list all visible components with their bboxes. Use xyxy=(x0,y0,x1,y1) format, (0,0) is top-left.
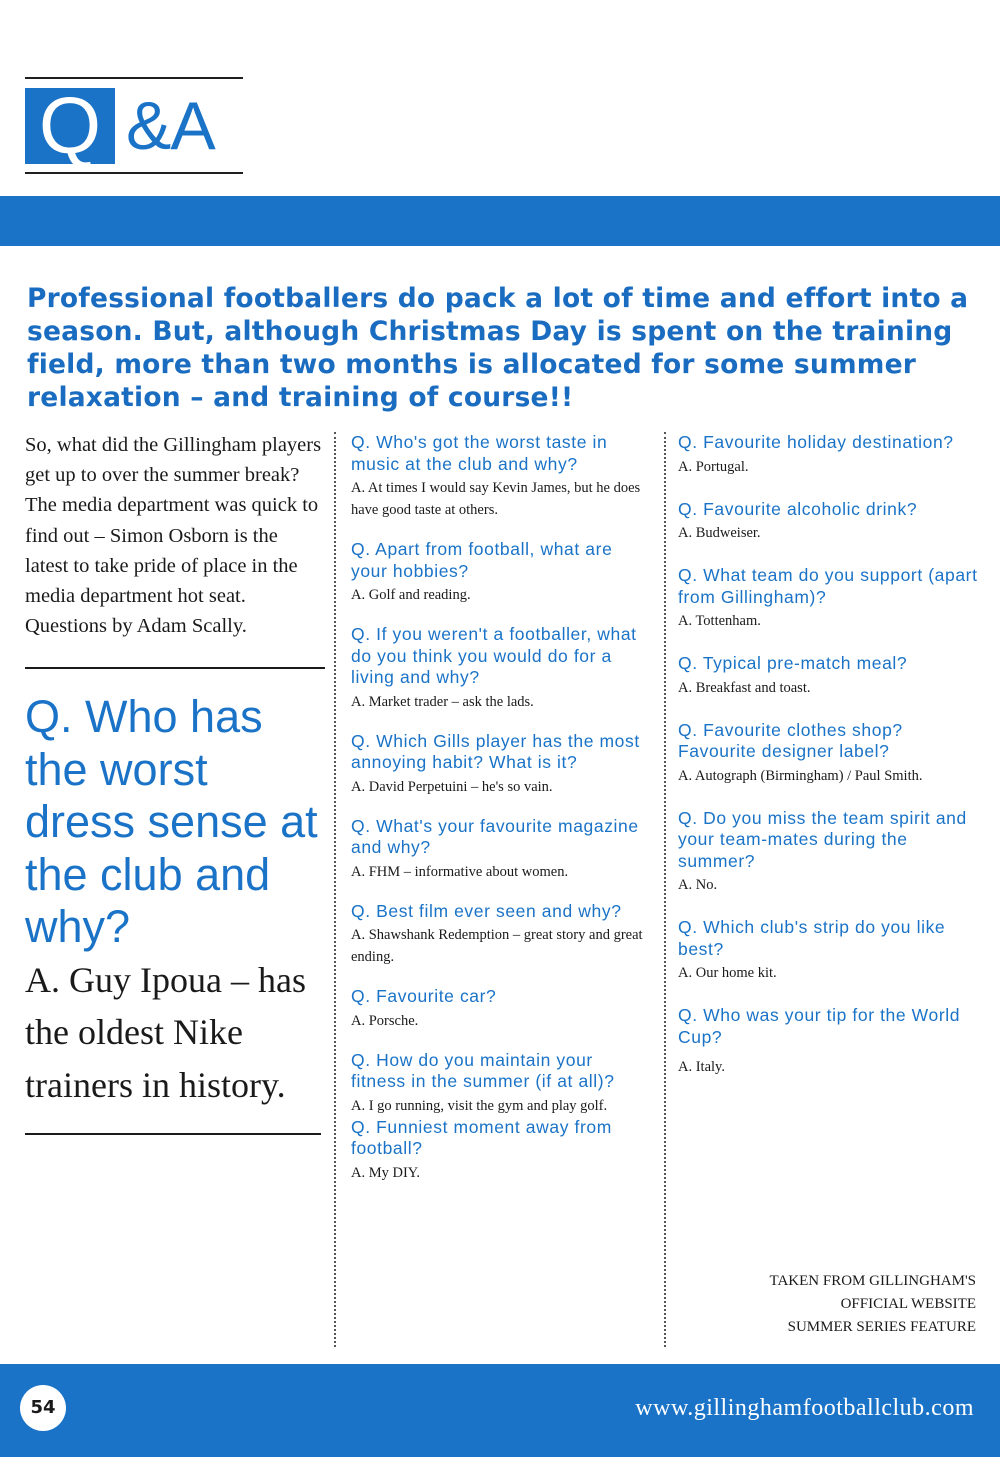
lead-rule xyxy=(25,667,325,669)
header-band xyxy=(0,196,1000,246)
qa-question: Q. Do you miss the team spirit and your team-mates during the summer? xyxy=(678,807,967,871)
qa-question: Q. What's your favourite magazine and why? xyxy=(351,815,639,857)
qa-answer: A. My DIY. xyxy=(351,1164,421,1181)
qa-item xyxy=(678,499,978,545)
column-divider-1 xyxy=(334,432,336,1347)
qa-item xyxy=(678,808,978,897)
qa-item xyxy=(678,432,978,478)
feature-qa xyxy=(25,691,325,1111)
qa-question: Q. Funniest moment away from football? xyxy=(351,1116,612,1158)
lead-paragraph: So, what did the Gillingham players get up to over the summer break? The media department was quick to find out – Simon Osborn is the latest to take pride of place in the media department hot seat. Questions by Adam Scally. xyxy=(25,434,322,638)
qa-question: Q. How do you maintain your fitness in the summer (if at all)? xyxy=(351,1049,615,1091)
qa-answer: A. Breakfast and toast. xyxy=(678,679,811,696)
qa-item xyxy=(351,1117,649,1184)
qa-answer: A. Porsche. xyxy=(351,1012,419,1029)
source-credit: TAKEN FROM GILLINGHAM'S OFFICIAL WEBSITE SUMMER SERIES FEATURE xyxy=(769,1273,976,1335)
intro-paragraph: Professional footballers do pack a lot of time and effort into a season. But, although Christmas Day is spent on the training field, more than two months is allocated for some summer relaxation – and training of course!! xyxy=(27,283,969,413)
qa-question: Q. What team do you support (apart from Gillingham)? xyxy=(678,565,978,607)
page-number-badge: 54 xyxy=(20,1385,66,1431)
qa-answer: A. Tottenham. xyxy=(678,613,761,629)
qa-question: Q. Favourite holiday destination? xyxy=(678,432,954,452)
qa-item xyxy=(351,539,649,606)
qa-question: Q. Who was your tip for the World Cup? xyxy=(678,1005,961,1047)
website-url: www.gillinghamfootballclub.com xyxy=(635,1395,974,1421)
qa-answer: A. At times I would say Kevin James, but he does have good taste at others. xyxy=(351,480,641,518)
feature-question: Q. Who has the worst dress sense at the club and why? xyxy=(25,691,318,953)
qa-question: Q. Apart from football, what are your hobbies? xyxy=(351,539,613,581)
qa-question: Q. Typical pre-match meal? xyxy=(678,653,908,673)
qa-item xyxy=(678,565,978,632)
qa-answer: A. I go running, visit the gym and play golf. xyxy=(351,1097,608,1114)
feature-rule xyxy=(25,1133,321,1135)
qa-answer: A. FHM – informative about women. xyxy=(351,863,569,880)
qa-item xyxy=(351,1050,649,1117)
qa-item xyxy=(351,986,649,1032)
qa-answer: A. Our home kit. xyxy=(678,965,777,981)
qa-question: Q. Which club's strip do you like best? xyxy=(678,917,946,959)
qa-item xyxy=(351,901,649,969)
qa-question: Q. Who's got the worst taste in music at the club and why? xyxy=(351,432,608,474)
qa-item xyxy=(351,731,649,798)
qa-question: Q. Favourite car? xyxy=(351,986,497,1006)
qa-question: Q. Best film ever seen and why? xyxy=(351,900,622,921)
qa-item xyxy=(678,720,978,787)
qa-item xyxy=(678,653,978,699)
column-divider-2 xyxy=(664,432,666,1347)
qa-answer: A. Golf and reading. xyxy=(351,587,471,603)
qa-item xyxy=(678,1005,978,1078)
qa-answer: A. David Perpetuini – he's so vain. xyxy=(351,778,553,795)
qa-answer: A. Budweiser. xyxy=(678,525,761,541)
qa-question: Q. If you weren't a footballer, what do you think you would do for a living and why? xyxy=(351,624,637,687)
qa-question: Q. Favourite clothes shop? Favourite designer label? xyxy=(678,719,903,761)
logo-q-box: Q xyxy=(25,88,115,164)
logo-top-rule xyxy=(25,77,243,79)
qa-answer: A. Market trader – ask the lads. xyxy=(351,693,534,710)
qa-item xyxy=(351,624,649,713)
logo-amp-a: &A xyxy=(126,88,215,164)
lead-column xyxy=(25,430,325,1135)
logo-bottom-rule xyxy=(25,172,243,174)
qa-answer: A. No. xyxy=(678,877,718,893)
qa-answer: A. Autograph (Birmingham) / Paul Smith. xyxy=(678,767,923,784)
qa-column-3 xyxy=(678,432,978,1078)
qa-item xyxy=(678,917,978,984)
qa-question: Q. Which Gills player has the most annoying habit? What is it? xyxy=(351,730,640,772)
qa-item xyxy=(351,816,649,883)
qa-answer: A. Italy. xyxy=(678,1059,725,1075)
qa-answer: A. Shawshank Redemption – great story and great ending. xyxy=(351,927,643,965)
qa-question: Q. Favourite alcoholic drink? xyxy=(678,498,918,519)
qa-item xyxy=(351,432,649,521)
feature-answer: A. Guy Ipoua – has the oldest Nike trainers in history. xyxy=(25,959,306,1105)
qa-answer: A. Portugal. xyxy=(678,458,749,475)
qa-column-2 xyxy=(351,432,649,1184)
